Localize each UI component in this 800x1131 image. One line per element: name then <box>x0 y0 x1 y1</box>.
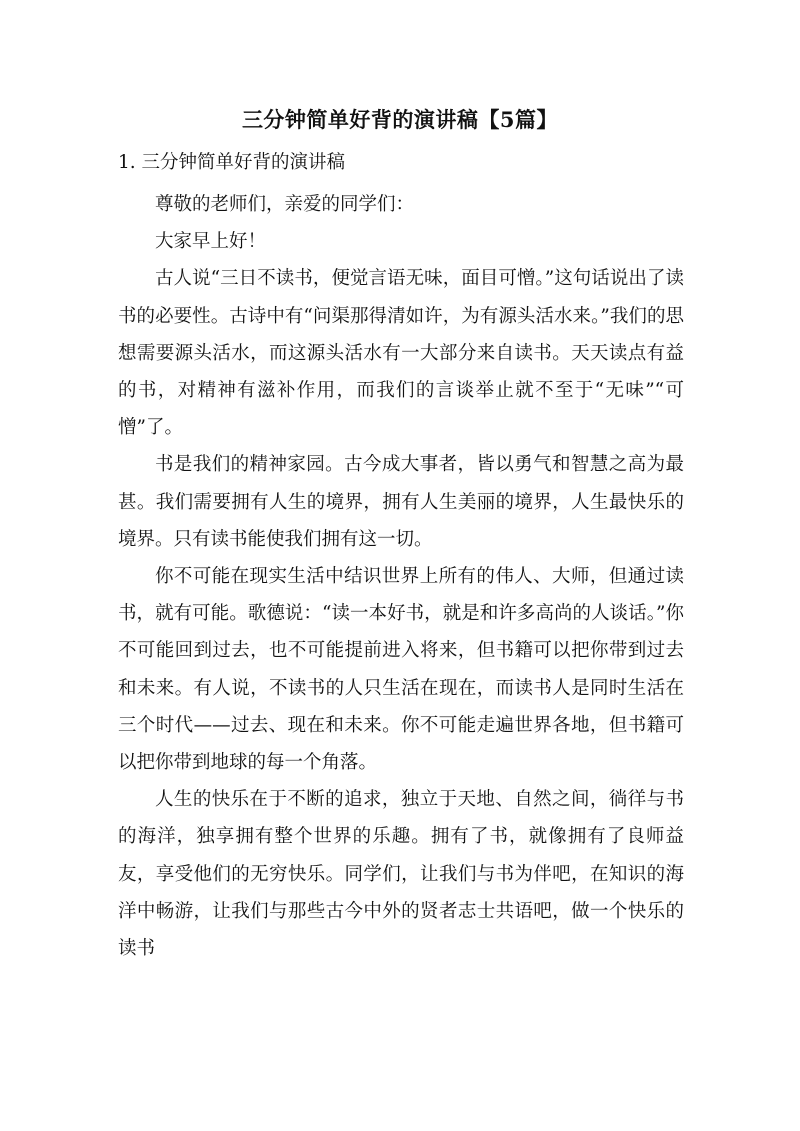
body-paragraph: 书是我们的精神家园。古今成大事者，皆以勇气和智慧之高为最甚。我们需要拥有人生的境界，拥有人生美丽的境界，人生最快乐的境界。只有读书能使我们拥有这一切。 <box>118 454 684 550</box>
body-paragraph: 你不可能在现实生活中结识世界上所有的伟人、大师，但通过读书，就有可能。歌德说：“读一本好书，就是和许多高尚的人谈话。”你不可能回到过去，也不可能提前进入将来，但书籍可以把你带到过去和未来。有人说，不读书的人只生活在现在，而读书人是同时生活在三个时代——过去、现在和未来。你不可能走遍世界各地，但书籍可以把你带到地球的每一个角落。 <box>118 566 684 774</box>
body-paragraph: 人生的快乐在于不断的追求，独立于天地、自然之间，徜徉与书的海洋，独享拥有整个世界的乐趣。拥有了书，就像拥有了良师益友，享受他们的无穷快乐。同学们，让我们与书为伴吧，在知识的海洋中畅游，让我们与那些古今中外的贤者志士共语吧，做一个快乐的读书 <box>118 789 684 960</box>
speech-body <box>118 186 684 967</box>
greeting-paragraph: 大家早上好！ <box>155 231 267 253</box>
section-heading: 1. 三分钟简单好背的演讲稿 <box>118 152 346 173</box>
document-title: 三分钟简单好背的演讲稿【5篇】 <box>241 107 559 132</box>
body-paragraph: 古人说“三日不读书，便觉言语无味，面目可憎。”这句话说出了读书的必要性。古诗中有“问渠那得清如许，为有源头活水来。”我们的思想需要源头活水，而这源头活水有一大部分来自读书。天天读点有益的书，对精神有滋补作用，而我们的言谈举止就不至于“无味”“可憎”了。 <box>118 268 684 439</box>
salutation-paragraph: 尊敬的老师们，亲爱的同学们： <box>155 194 415 215</box>
